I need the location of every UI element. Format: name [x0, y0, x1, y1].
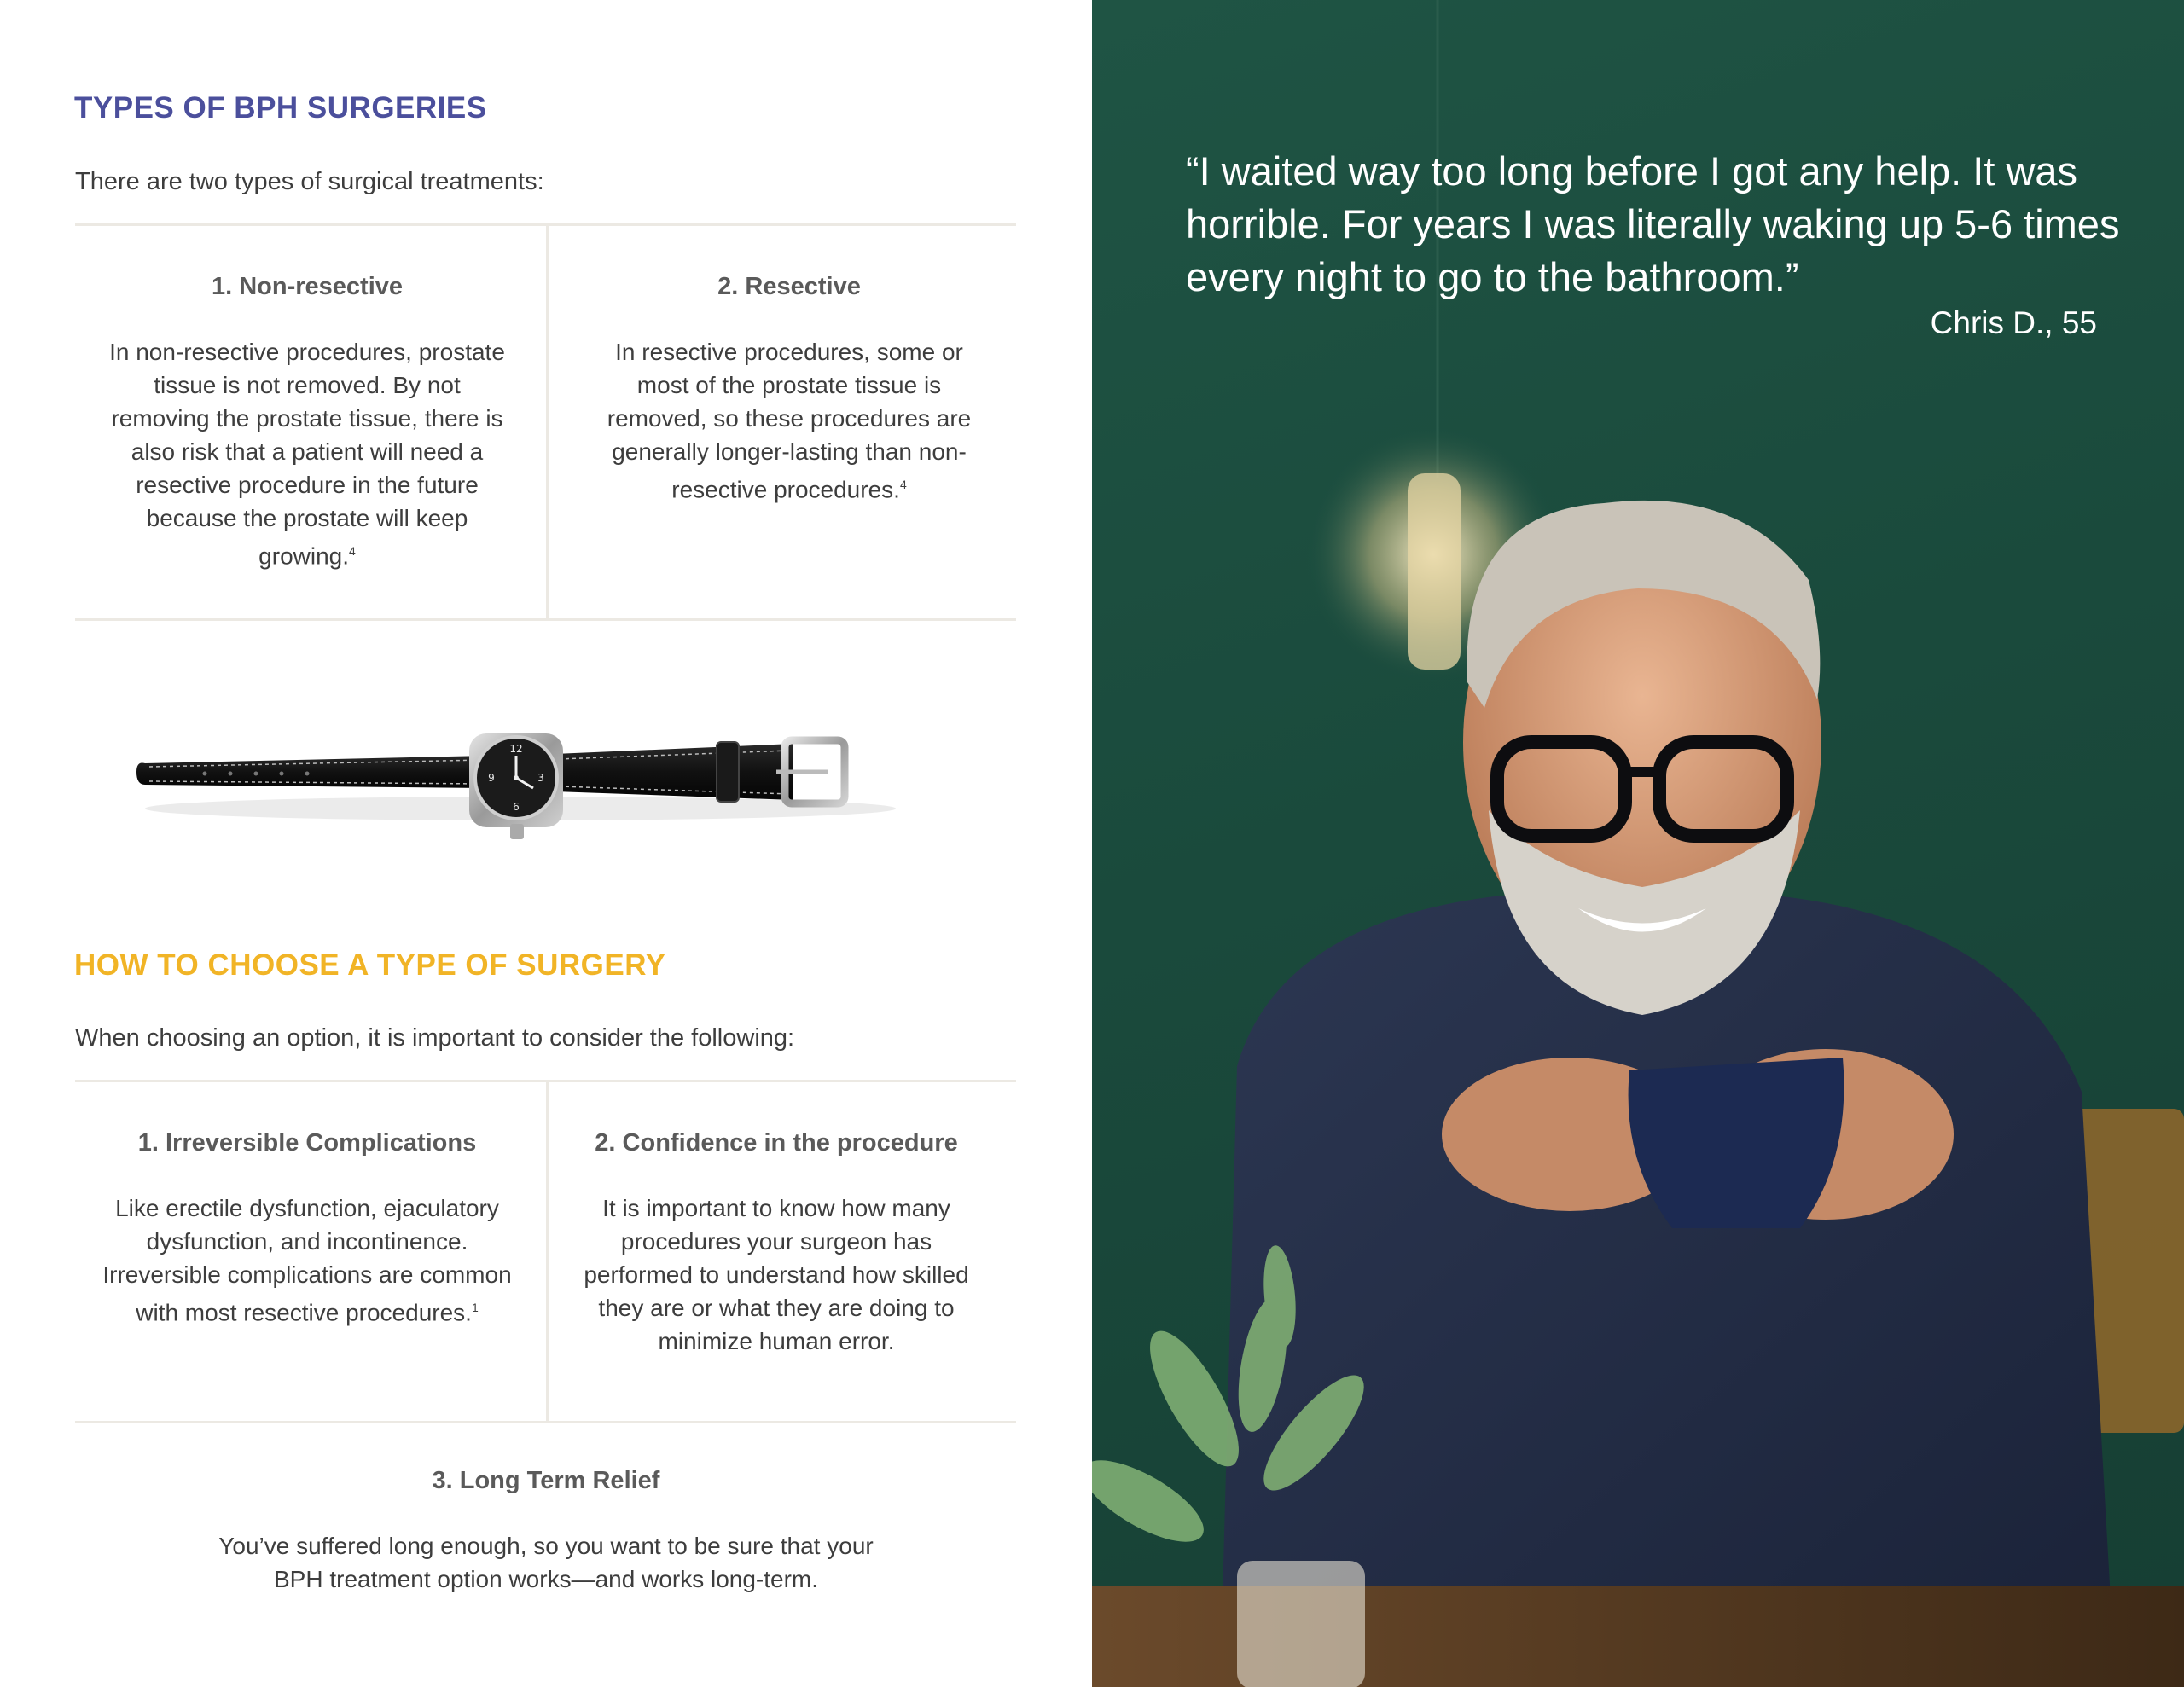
surgery-type-heading: 2. Resective — [717, 273, 861, 300]
surgery-type-description: In non-resective procedures, prostate tissue is not removed. By not removing the prostate tissue, there is also risk that a patient will need a resective procedure in the future because the prostate will keep growing.$^4$ — [109, 339, 505, 570]
consideration-irreversible-complications — [102, 1129, 512, 1329]
surgery-type-non-resective — [102, 273, 512, 572]
footnote-ref: 4 — [349, 544, 356, 558]
choose-section-title: HOW TO CHOOSE A TYPE OF SURGERY — [74, 948, 666, 982]
testimonial-attribution: Chris D., 55 — [1930, 305, 2097, 340]
consideration-long-term-relief — [218, 1467, 874, 1596]
consideration-confidence — [580, 1129, 973, 1358]
types-section-title: TYPES OF BPH SURGERIES — [74, 91, 487, 125]
testimonial-panel — [1092, 0, 2184, 1687]
consideration-heading: 2. Confidence in the procedure — [595, 1129, 958, 1157]
surgery-type-description: In resective procedures, some or most of the prostate tissue is removed, so these procedures are generally longer-lasting than non-resective procedures.$^4$ — [607, 339, 972, 503]
column-divider — [546, 1081, 549, 1421]
surgery-type-resective — [589, 273, 990, 506]
divider — [75, 618, 1016, 621]
consideration-description: Like erectile dysfunction, ejaculatory dysfunction, and incontinence. Irreversible complications are common with most resective procedures.$^1$ — [102, 1195, 512, 1326]
consideration-description: It is important to know how many procedures your surgeon has performed to understand how skilled they are or what they are doing to minimize human error. — [584, 1195, 969, 1354]
svg-text:12: 12 — [509, 743, 523, 755]
footnote-ref: 4 — [899, 478, 907, 491]
footnote-ref: 1 — [471, 1301, 479, 1314]
types-section-intro: There are two types of surgical treatments: — [75, 168, 544, 195]
svg-text:3: 3 — [537, 772, 544, 784]
consideration-heading: 3. Long Term Relief — [432, 1467, 660, 1494]
divider — [75, 1421, 1016, 1423]
column-divider — [546, 225, 549, 619]
consideration-description: You’ve suffered long enough, so you want to be sure that your BPH treatment option works—and works long-term. — [218, 1533, 874, 1592]
svg-text:6: 6 — [513, 801, 520, 813]
consideration-heading: 1. Irreversible Complications — [137, 1129, 477, 1157]
testimonial-quote: “I waited way too long before I got any help. It was horrible. For years I was literally waking up 5-6 times every night to go to the bathroom.” — [1186, 148, 2120, 299]
wristwatch-illustration — [128, 699, 913, 853]
surgery-type-heading: 1. Non-resective — [211, 273, 404, 300]
choose-section-intro: When choosing an option, it is important to consider the following: — [75, 1024, 795, 1052]
svg-text:9: 9 — [488, 772, 495, 784]
